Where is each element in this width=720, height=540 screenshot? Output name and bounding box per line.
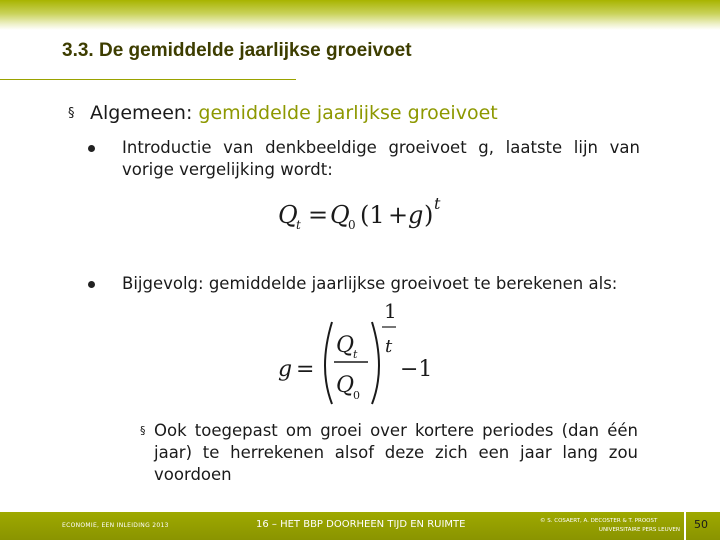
formula-1-Q0: Q xyxy=(330,201,350,229)
slide-title: 3.3. De gemiddelde jaarlijkse groeivoet xyxy=(62,40,412,61)
formula-2-sub-t: t xyxy=(353,348,358,361)
formula-1-Q: Q xyxy=(278,201,298,229)
formula-1-sub-0: 0 xyxy=(348,218,356,232)
top-gradient-band xyxy=(0,0,720,30)
footer-divider xyxy=(684,512,686,540)
formula-2-left-paren xyxy=(325,322,332,404)
sub-bullet-text: Bijgevolg: gemiddelde jaarlijkse groeivoet te berekenen als: xyxy=(122,274,618,293)
formula-1-close: ) xyxy=(424,201,434,229)
sub-bullet-introductie xyxy=(88,137,640,181)
formula-average-growth xyxy=(276,296,446,410)
formula-1-open: (1 xyxy=(360,201,385,229)
formula-1-g: g xyxy=(408,201,424,229)
bullet-accent-text: gemiddelde jaarlijkse groeivoet xyxy=(198,102,498,124)
formula-2-exp-numerator: 1 xyxy=(384,299,397,323)
formula-2-numerator-Q: Q xyxy=(336,333,355,358)
footer-copyright xyxy=(540,517,680,535)
bullet-dot-icon xyxy=(88,281,95,288)
sub-sub-bullet xyxy=(140,420,638,486)
title-underline xyxy=(0,79,296,80)
formula-2-sub-0: 0 xyxy=(353,389,360,402)
formula-1-sub-t: t xyxy=(296,218,301,232)
formula-2-equals: = xyxy=(296,357,315,382)
main-bullet xyxy=(68,100,498,127)
footer-chapter-title: 16 – HET BBP DOORHEEN TIJD EN RUIMTE xyxy=(256,519,466,530)
footer-course-title: ECONOMIE, EEN INLEIDING 2013 xyxy=(62,522,169,529)
bullet-marker: § xyxy=(68,106,75,121)
formula-2-right-paren xyxy=(372,322,379,404)
sub-bullet-bijgevolg xyxy=(88,273,640,295)
footer-publisher: UNIVERSITAIRE PERS LEUVEN xyxy=(598,527,680,533)
sub-bullet-marker: § xyxy=(140,424,146,437)
formula-1-exponent: t xyxy=(434,194,441,213)
formula-1-plus: + xyxy=(388,201,409,229)
footer-authors: © S. COSAERT, A. DECOSTER & T. PROOST xyxy=(540,518,658,524)
bullet-dot-icon xyxy=(88,145,95,152)
bullet-label: Algemeen: xyxy=(90,102,193,124)
formula-growth-equation xyxy=(276,193,456,239)
sub-bullet-text: Introductie van denkbeeldige groeivoet g, laatste lijn van vorige vergelijking wordt: xyxy=(122,138,640,179)
formula-2-minus-one: −1 xyxy=(400,357,433,382)
formula-2-denominator-Q: Q xyxy=(336,373,355,398)
formula-1-equals: = xyxy=(308,201,329,229)
sub-sub-bullet-text: Ook toegepast om groei over kortere periodes (dan één jaar) te herrekenen alsof deze zich een jaar lang zou voordoen xyxy=(154,421,638,484)
formula-2-g: g xyxy=(278,357,293,382)
formula-2-exp-denominator: t xyxy=(385,336,393,357)
page-number: 50 xyxy=(694,518,708,531)
